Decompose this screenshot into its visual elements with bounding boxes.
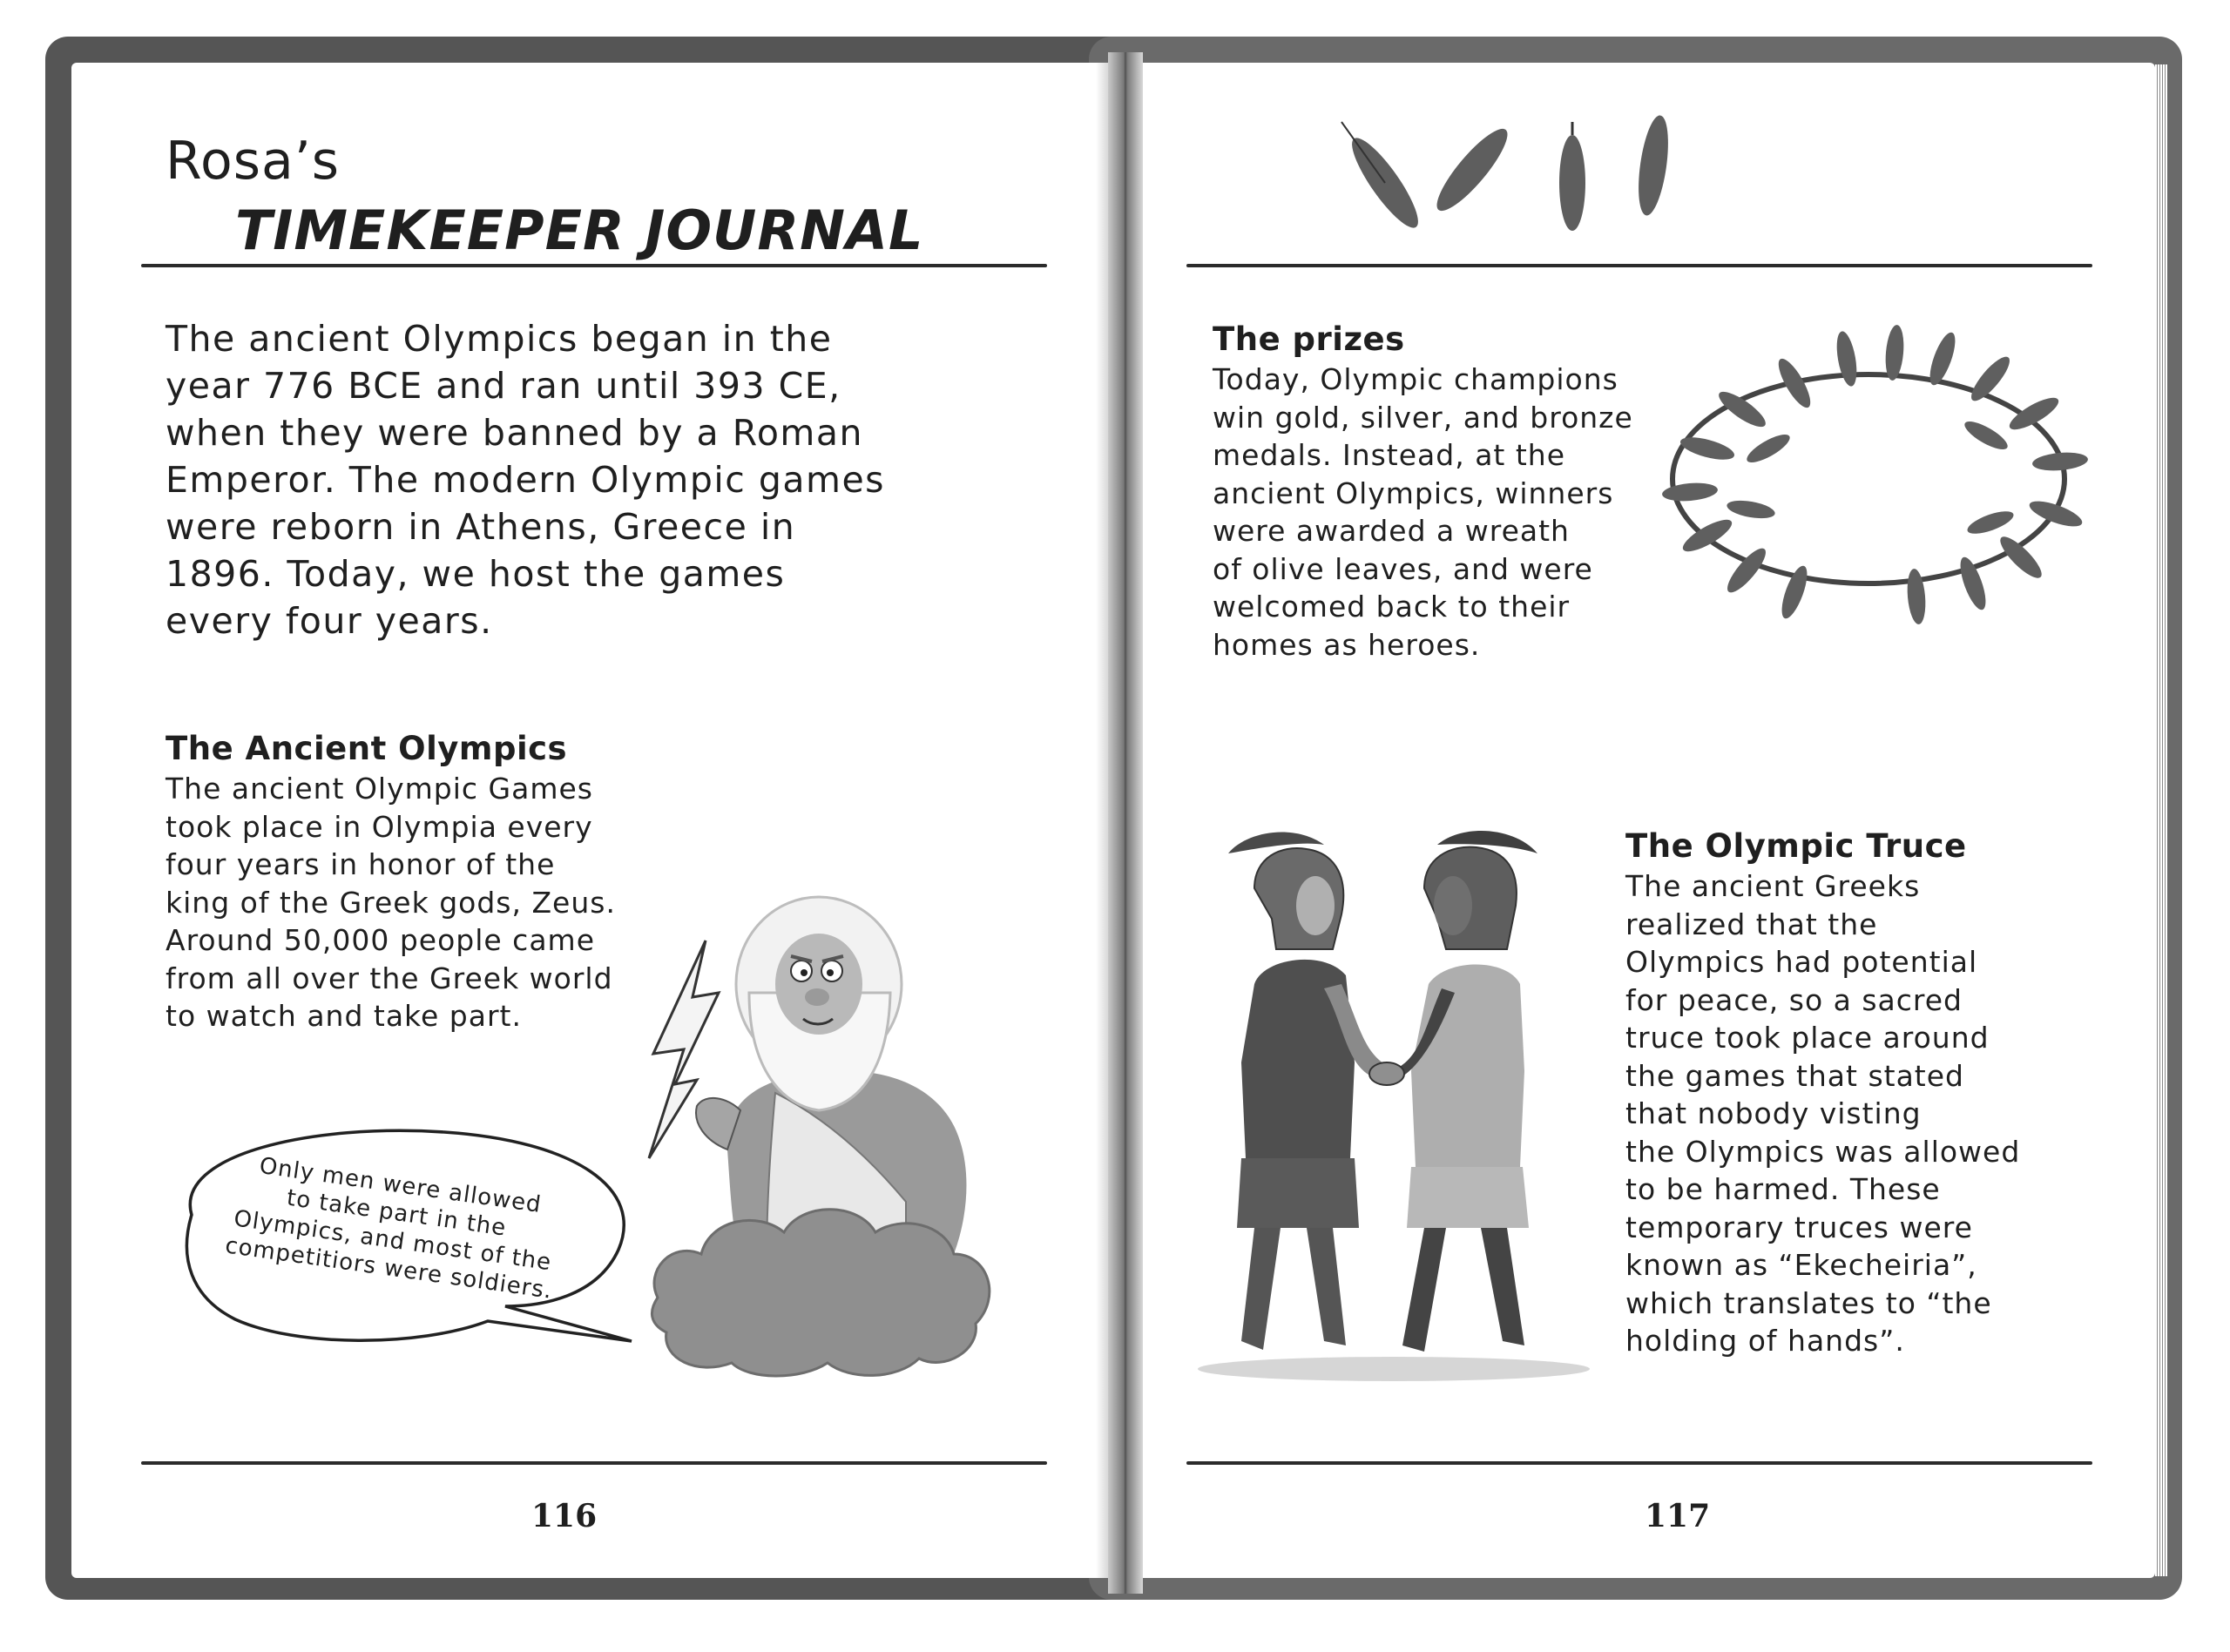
zeus-illustration [645, 888, 993, 1376]
leaf-icon [1428, 121, 1517, 219]
section-heading-ancient-olympics: The Ancient Olympics [166, 730, 568, 767]
page-number-right: 117 [1645, 1498, 1711, 1534]
header-divider-right [1186, 264, 2092, 267]
olive-wreath-illustration [1646, 305, 2099, 653]
title-divider [141, 264, 1047, 267]
section-body-prizes: Today, Olympic champions win gold, silver, and bronze medals. Instead, at the ancient Olympics, winners were awarded a wreath of olive leaves, and were welcomed back to their homes as heroes. [1213, 362, 1633, 662]
olive-leaves-illustration [1324, 96, 1690, 261]
leaf-icon [1559, 135, 1585, 231]
leaf-icon [1633, 113, 1673, 217]
book-spine-gutter [1108, 52, 1143, 1594]
footer-divider-left [141, 1461, 1047, 1465]
journal-title: TIMEKEEPER JOURNAL [235, 199, 924, 262]
page-number-left: 116 [531, 1498, 598, 1534]
section-heading-olympic-truce: The Olympic Truce [1625, 827, 1967, 865]
soldiers-handshake-illustration [1193, 819, 1594, 1385]
footer-divider-right [1186, 1461, 2092, 1465]
page-edges [2155, 64, 2167, 1576]
section-heading-prizes: The prizes [1213, 320, 1405, 358]
section-body-ancient-olympics: The ancient Olympic Games took place in Olympia every four years in honor of the king of the Greek gods, Zeus. Around 50,000 people came from all over the Greek world to watch and take part. [166, 772, 616, 1033]
page-curve [1096, 63, 1108, 1578]
intro-paragraph: The ancient Olympics began in the year 776 BCE and ran until 393 CE, when they were banned by a Roman Emperor. The modern Olympic games were reborn in Athens, Greece in 1896. Today, we host the games every four years. [166, 318, 886, 642]
speech-bubble-text: Only men were allowed to take part in the Olympics, and most of the competitiors were soldiers. [223, 1152, 554, 1305]
journal-title-owner: Rosa’s [166, 131, 341, 192]
section-body-olympic-truce: The ancient Greeks realized that the Olympics had potential for peace, so a sacred truce took place around the games that stated that nobody visting the Olympics was allowed to be harmed. These temporary truces were known as “Ekecheiria”, which translates to “the holding of hands”. [1625, 869, 2021, 1358]
